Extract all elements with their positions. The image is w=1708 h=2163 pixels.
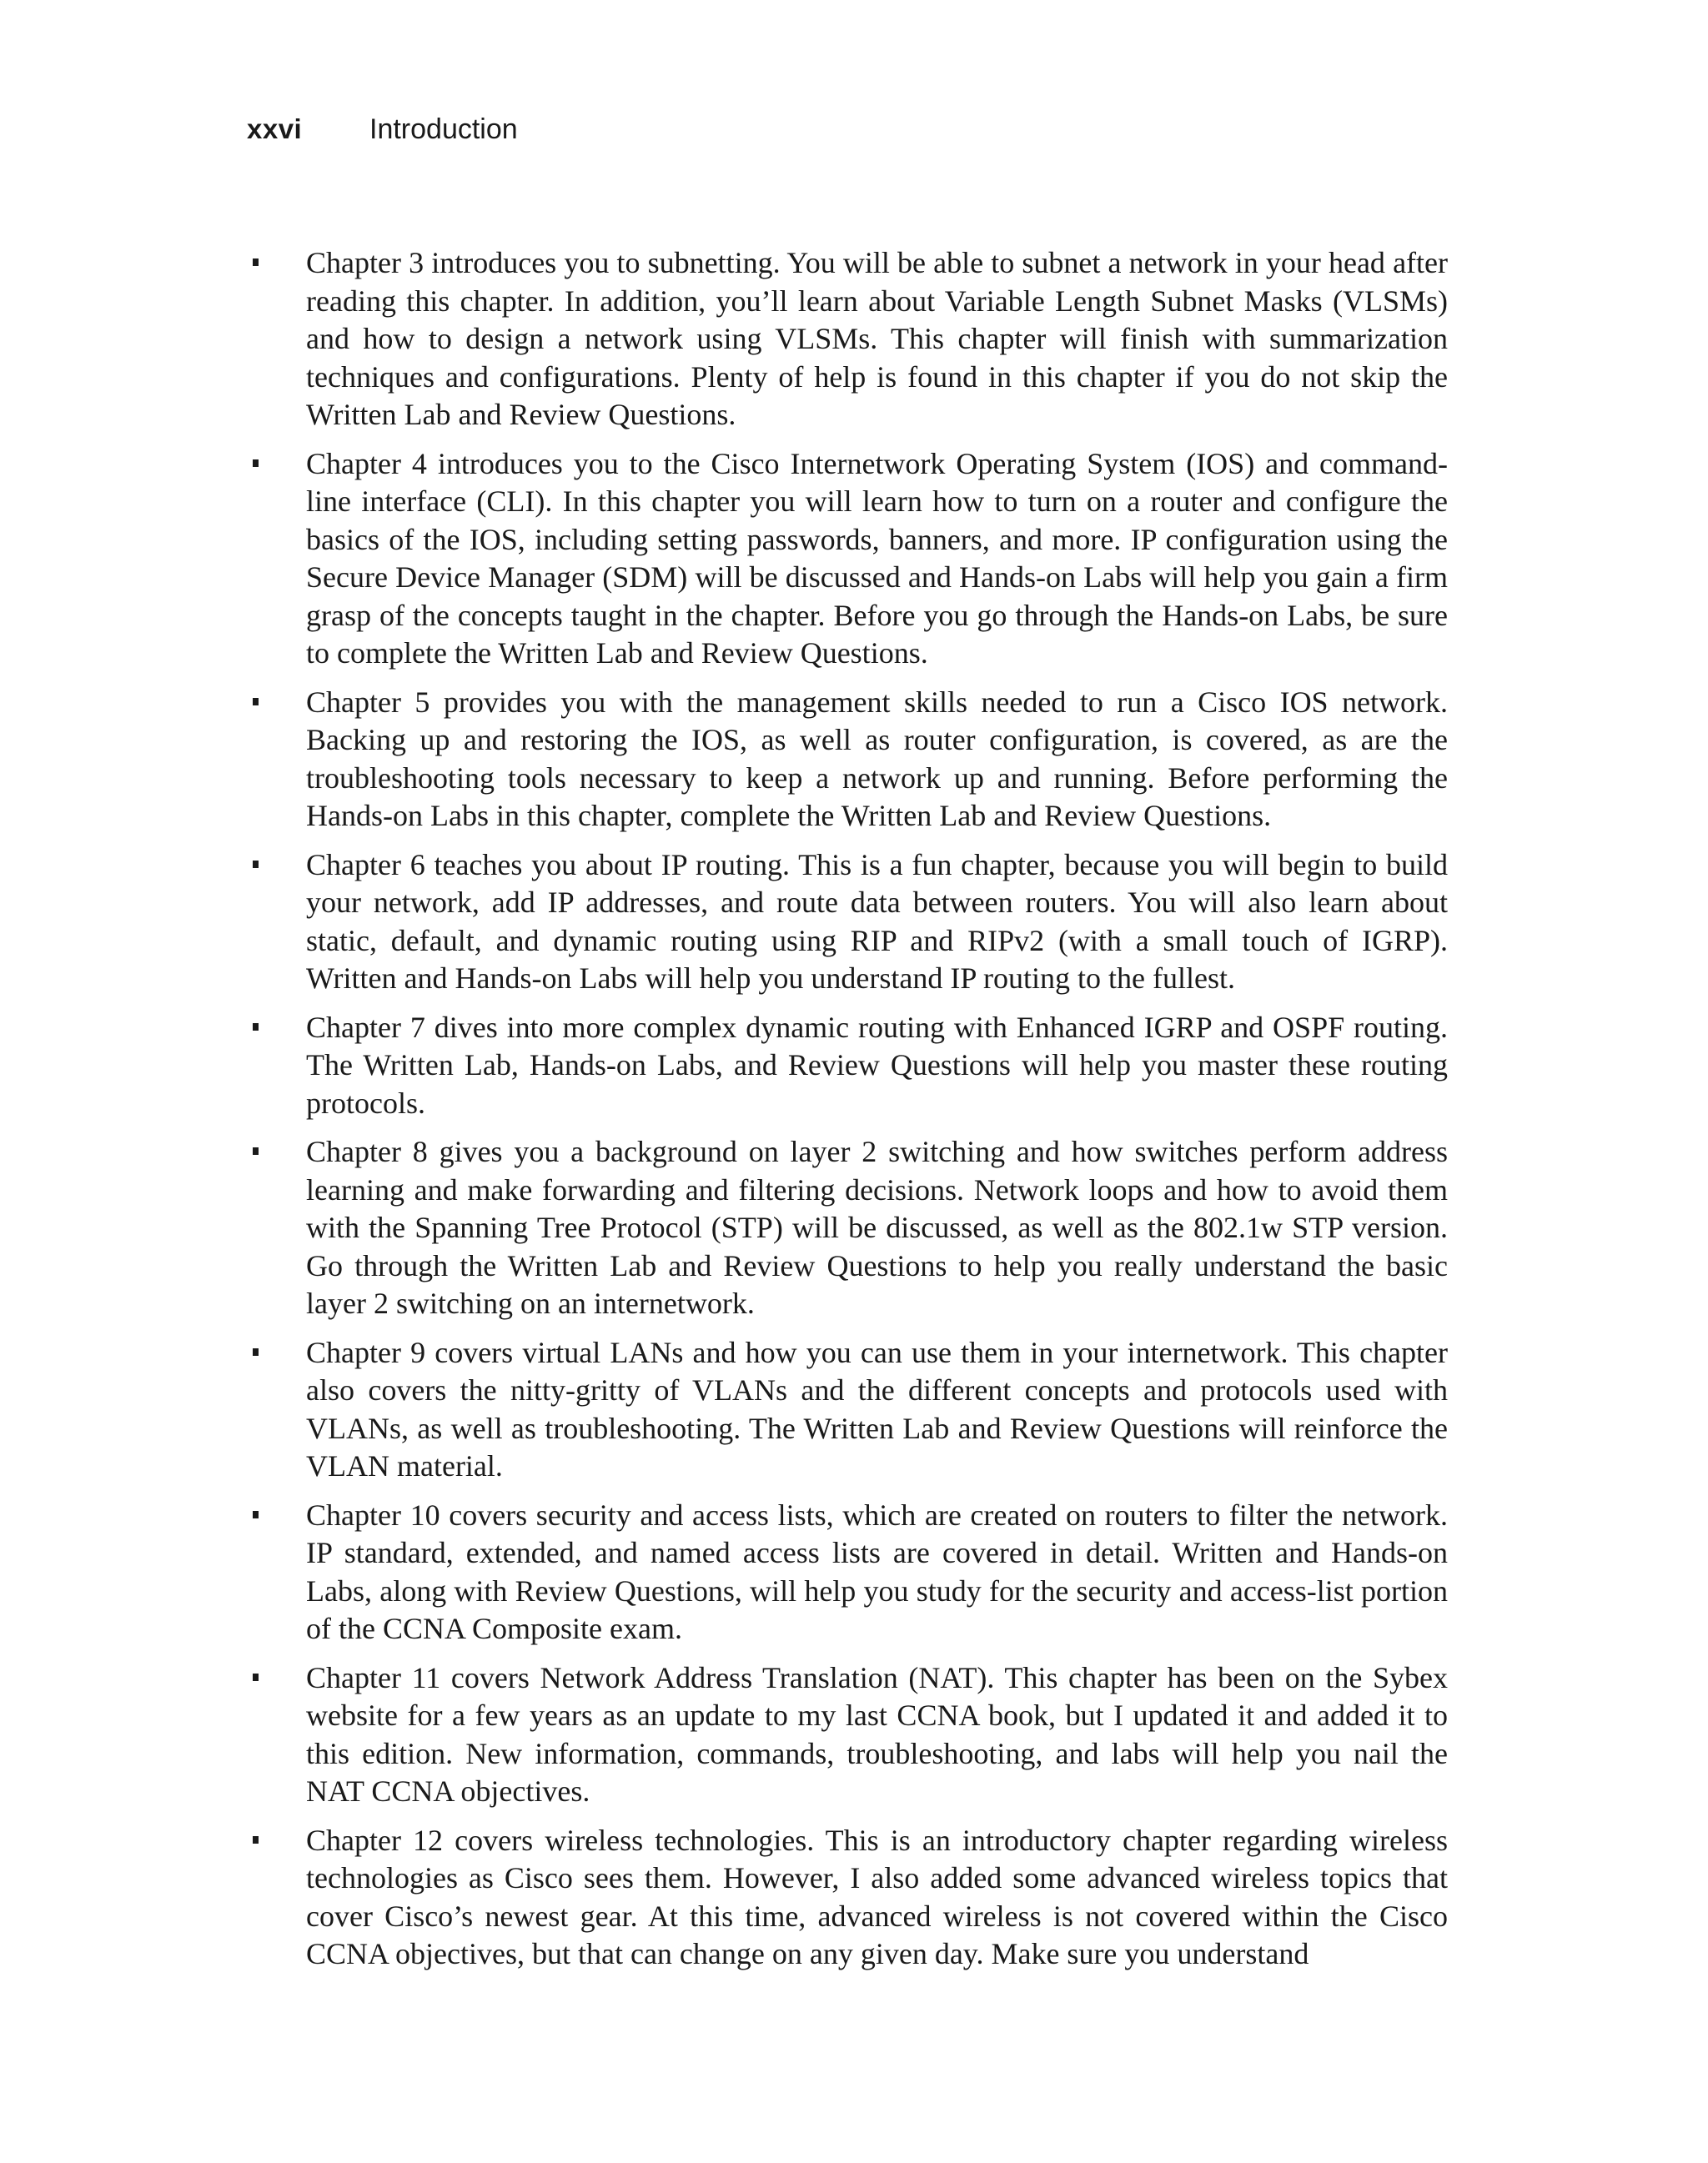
bullet-icon (253, 258, 259, 266)
section-title: Introduction (369, 113, 518, 145)
list-item-text: Chapter 7 dives into more complex dynamic routing with Enhanced IGRP and OSPF routing. The Written Lab, Hands-on Labs, and Review Questions will help you master these routing protocols. (306, 1010, 1448, 1120)
bullet-icon (253, 1348, 259, 1356)
list-item (247, 445, 1448, 673)
list-item-text: Chapter 5 provides you with the management skills needed to run a Cisco IOS network. Backing up and restoring the IOS, as well as router configuration, is covered, as are the troubleshooting tools necessary to keep a network up and running. Before performing the Hands-on Labs in this chapter, complete the Written Lab and Review Questions. (306, 685, 1448, 832)
list-item (247, 1133, 1448, 1323)
bullet-icon (253, 1511, 259, 1518)
list-item (247, 1822, 1448, 1974)
chapter-summary-list (247, 244, 1448, 1985)
bullet-icon (253, 459, 259, 467)
list-item (247, 846, 1448, 998)
list-item-text: Chapter 3 introduces you to subnetting. You will be able to subnet a network in your head after reading this chapter. In addition, you’ll learn about Variable Length Subnet Masks (VLSMs) and how to design a network using VLSMs. This chapter will finish with summarization techniques and configurations. Plenty of help is found in this chapter if you do not skip the Written Lab and Review Questions. (306, 246, 1448, 431)
bullet-icon (253, 861, 259, 868)
list-item (247, 1334, 1448, 1486)
list-item (247, 1497, 1448, 1649)
list-item-text: Chapter 10 covers security and access lists, which are created on routers to filter the network. IP standard, extended, and named access lists are covered in detail. Written and Hands-on Labs, along with Review Questions, will help you study for the security and access-list portion of the CCNA Composite exam. (306, 1498, 1448, 1645)
list-item-text: Chapter 6 teaches you about IP routing. This is a fun chapter, because you will begin to build your network, add IP addresses, and route data between routers. You will also learn about static, default, and dynamic routing using RIP and RIPv2 (with a small touch of IGRP). Written and Hands-on Labs will help you understand IP routing to the fullest. (306, 847, 1448, 995)
page-number: xxvi (247, 113, 303, 144)
list-item-text: Chapter 9 covers virtual LANs and how you can use them in your internetwork. This chapter also covers the nitty-gritty of VLANs and the different concepts and protocols used with VLANs, as well as troubleshooting. The Written Lab and Review Questions will reinforce the VLAN material. (306, 1335, 1448, 1483)
list-item-text: Chapter 4 introduces you to the Cisco Internetwork Operating System (IOS) and command-line interface (CLI). In this chapter you will learn how to turn on a router and configure the basics of the IOS, including setting passwords, banners, and more. IP configuration using the Secure Device Manager (SDM) will be discussed and Hands-on Labs will help you gain a firm grasp of the concepts taught in the chapter. Before you go through the Hands-on Labs, be sure to complete the Written Lab and Review Questions. (306, 446, 1448, 670)
list-item-text: Chapter 12 covers wireless technologies. This is an introductory chapter regarding wireless technologies as Cisco sees them. However, I also added some advanced wireless topics that cover Cisco’s newest gear. At this time, advanced wireless is not covered within the Cisco CCNA objectives, but that can change on any given day. Make sure you understand (306, 1823, 1448, 1970)
bullet-icon (253, 1023, 259, 1031)
list-item (247, 244, 1448, 434)
bullet-icon (253, 1674, 259, 1681)
list-item (247, 1659, 1448, 1811)
running-head (247, 113, 518, 150)
bullet-icon (253, 1147, 259, 1155)
list-item (247, 1009, 1448, 1123)
list-item-text: Chapter 11 covers Network Address Translation (NAT). This chapter has been on the Sybex website for a few years as an update to my last CCNA book, but I updated it and added it to this edition. New information, commands, troubleshooting, and labs will help you nail the NAT CCNA objectives. (306, 1660, 1448, 1808)
list-item (247, 684, 1448, 836)
bullet-icon (253, 1836, 259, 1844)
list-item-text: Chapter 8 gives you a background on layer 2 switching and how switches perform address learning and make forwarding and filtering decisions. Network loops and how to avoid them with the Spanning Tree Protocol (STP) will be discussed, as well as the 802.1w STP version. Go through the Written Lab and Review Questions to help you really understand the basic layer 2 switching on an internetwork. (306, 1135, 1448, 1320)
bullet-icon (253, 698, 259, 705)
